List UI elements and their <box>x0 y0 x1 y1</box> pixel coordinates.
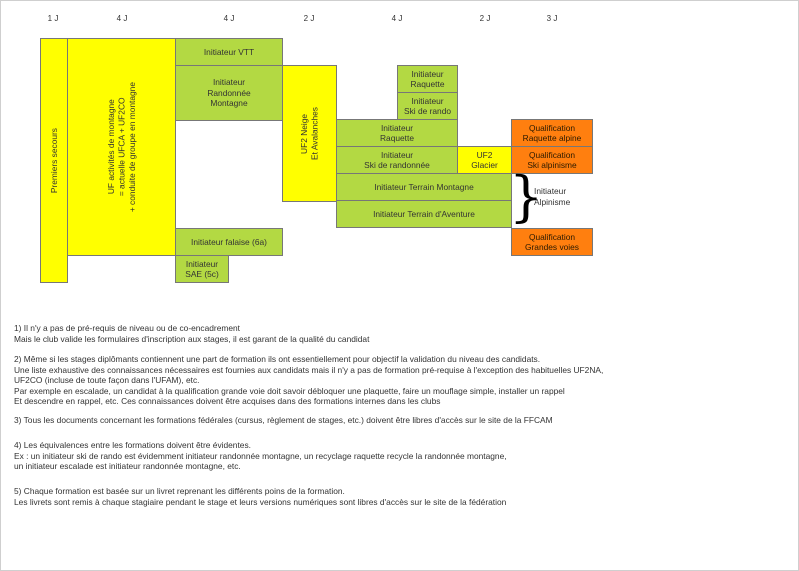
duration-label: 2 J <box>303 14 315 23</box>
qualif-raquette-alpine-box <box>511 119 593 147</box>
uf2-neige-label: UF2 Neige Et Avalanches <box>299 107 320 160</box>
note-5: 5) Chaque formation est basée sur un livret reprenant les différents poins de la formation. Les livrets sont remis à chaque stagiaire pendant le stage et leurs versions numériques sont libres d'accès sur le site de la fédération <box>14 486 507 507</box>
initiateur-randonnee-montagne-box <box>175 65 283 121</box>
qualif-raquette-alpine-label: Qualification Raquette alpine <box>522 122 582 143</box>
uf2-glacier-box <box>457 146 512 174</box>
initiateur-ski-rando-box <box>397 92 458 120</box>
initiateur-ski-randonnee-box <box>336 146 458 174</box>
initiateur-falaise-label: Initiateur falaise (6a) <box>191 236 267 247</box>
uf2-neige-box <box>282 65 337 202</box>
initiateur-ski-randonnee-label: Initiateur Ski de randonnée <box>364 149 430 170</box>
initiateur-sae-label: Initiateur SAE (5c) <box>185 258 219 279</box>
qualif-ski-alpinisme-label: Qualification Ski alpinisme <box>527 149 577 170</box>
initiateur-terrain-montagne-label: Initiateur Terrain Montagne <box>374 181 474 192</box>
initiateur-terrain-montagne-box <box>336 173 512 201</box>
duration-label: 4 J <box>223 14 235 23</box>
initiateur-ski-rando-label: Initiateur Ski de rando <box>403 95 452 116</box>
duration-label: 3 J <box>546 14 558 23</box>
initiateur-terrain-aventure-label: Initiateur Terrain d'Aventure <box>373 208 475 219</box>
uf-activites-box <box>67 38 176 256</box>
brace-glyph: } <box>509 165 544 228</box>
initiateur-raquette-small-label: Initiateur Raquette <box>410 68 445 89</box>
initiateur-raquette-box <box>336 119 458 147</box>
duration-label: 2 J <box>479 14 491 23</box>
initiateur-vtt-box <box>175 38 283 66</box>
premiers-secours-label: Premiers secours <box>48 127 59 194</box>
initiateur-alpinisme-label: Initiateur Alpinisme <box>534 186 571 207</box>
initiateur-falaise-box <box>175 228 283 256</box>
initiateur-raquette-label: Initiateur Raquette <box>380 122 414 143</box>
initiateur-raquette-small-box <box>397 65 458 93</box>
initiateur-vtt-label: Initiateur VTT <box>203 46 255 57</box>
initiateur-terrain-aventure-box <box>336 200 512 228</box>
uf2-glacier-label: UF2 Glacier <box>471 149 498 170</box>
duration-label: 4 J <box>391 14 403 23</box>
initiateur-sae-box <box>175 255 229 283</box>
qualif-grandes-voies-label: Qualification Grandes voies <box>525 231 579 252</box>
qualif-grandes-voies-box <box>511 228 593 256</box>
note-3: 3) Tous les documents concernant les formations fédérales (cursus, règlement de stages, etc.) doivent être libres d'accès sur le site de la FFCAM <box>14 415 553 425</box>
initiateur-randonnee-montagne-label: Initiateur Randonnée Montagne <box>207 77 251 109</box>
duration-label: 4 J <box>116 14 128 23</box>
note-2: 2) Même si les stages diplômants contiennent une part de formation ils ont essentiellement pour objectif la validation du niveau des candidats. Une liste exhaustive des connaissances nécessaires est fournies aux candidats mais il n'y a pas de formation pré-requise à l'exception des habituelles UF2NA, UF2CO (incluse de toute façon dans l'UFAM), etc. Par exemple en escalade, un candidat à la qualification grande voie doit savoir débloquer une plaquette, faire un mouflage simple, installer un rappel Et descendre en rappel, etc. Ces connaissances doivent être acquises dans des formations internes dans les clubs <box>14 354 604 407</box>
note-1: 1) Il n'y a pas de pré-requis de niveau ou de co-encadrement Mais le club valide les formulaires d'inscription aux stages, il est garant de la qualité du candidat <box>14 323 370 344</box>
note-4: 4) Les équivalences entre les formations doivent être évidentes. Ex : un initiateur ski de rando est évidemment initiateur randonnée montagne, un recyclage raquette recycle la randonnée montagne, un initiateur escalade est initiateur randonnée montagne, etc. <box>14 440 507 472</box>
duration-label: 1 J <box>47 14 59 23</box>
premiers-secours-box <box>40 38 68 283</box>
uf-activites-label: UF activités de montagne = actuelle UFCA + UF2CO + conduite de groupe en montagne <box>105 81 137 213</box>
